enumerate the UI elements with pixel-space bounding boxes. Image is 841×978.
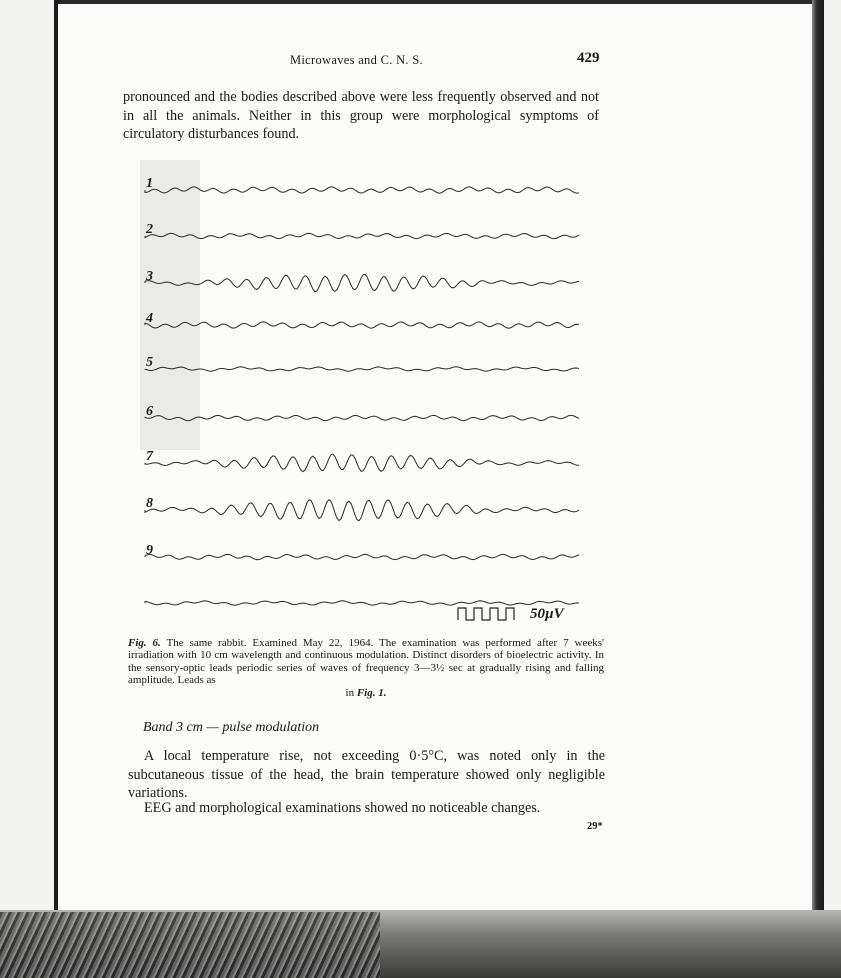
- eeg-trace: [145, 601, 579, 605]
- eeg-traces: [140, 160, 590, 630]
- figure-caption: [128, 637, 604, 699]
- lead-label: 2: [146, 222, 153, 237]
- section-heading: Band 3 cm — pulse modulation: [143, 720, 320, 735]
- eeg-trace: [145, 454, 579, 471]
- figure-label: Fig. 6.: [128, 637, 161, 649]
- lead-label: 6: [146, 404, 153, 419]
- calibration-pulses: [458, 608, 514, 620]
- lead-label: 1: [146, 176, 153, 191]
- eeg-trace: [145, 322, 579, 328]
- lead-label: 3: [146, 269, 153, 284]
- eeg-trace: [145, 187, 579, 193]
- eeg-figure: [140, 160, 590, 630]
- eeg-trace: [145, 554, 579, 559]
- eeg-trace: [145, 274, 579, 291]
- scan-shadow: [0, 912, 380, 978]
- lead-label: 4: [146, 311, 153, 326]
- right-page-edge: [812, 0, 824, 920]
- eeg-trace: [145, 367, 579, 371]
- figure-reference: Fig. 1.: [356, 686, 387, 699]
- lead-label: 9: [146, 543, 153, 558]
- signature-mark: 29*: [587, 821, 603, 832]
- eeg-trace: [145, 500, 579, 521]
- caption-tail: in Fig. 1.: [345, 686, 387, 699]
- lead-label: 7: [146, 449, 153, 464]
- eeg-trace: [145, 415, 579, 420]
- caption-text: The same rabbit. Examined May 22, 1964. The examination was performed after 7 weeks' irradiation with 10 cm wavelength and continuous modulation. Distinct disorders of bioelectric activity. In the sensory-optic leads periodic series of waves of frequency 3—3½ sec at gradually rising and falling amplitude. Leads as: [128, 637, 604, 687]
- lead-label: 8: [146, 496, 153, 511]
- paragraph-2: A local temperature rise, not exceeding 0·5°C, was noted only in the subcutaneous tissue of the head, the brain temperature showed only negligible variations.: [128, 748, 605, 801]
- lead-label: 5: [146, 355, 153, 370]
- eeg-trace: [145, 233, 579, 238]
- running-header: Microwaves and C. N. S.: [290, 53, 423, 67]
- page-number: 429: [577, 50, 600, 66]
- paragraph-1: pronounced and the bodies described above were less frequently observed and not in all the animals. Neither in this group were morphological symptoms of circulatory disturbances found.: [123, 89, 599, 142]
- calibration-label: 50µV: [530, 606, 564, 622]
- paragraph-3: EEG and morphological examinations showed no noticeable changes.: [144, 800, 541, 816]
